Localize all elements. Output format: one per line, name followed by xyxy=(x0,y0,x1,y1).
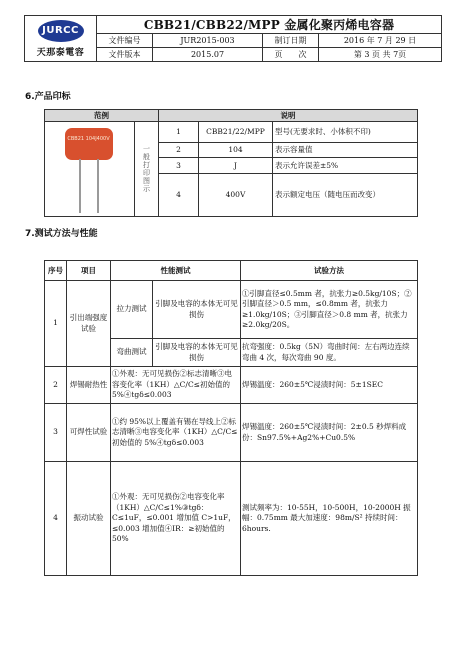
test-col-item: 项目 xyxy=(67,261,111,281)
test-item: 焊锡耐热性 xyxy=(67,367,111,404)
marking-no: 2 xyxy=(159,142,199,157)
doc-number-label: 文件编号 xyxy=(97,34,153,48)
test-method: 测试频率为：10-55H，10-500H，10-2000H 振幅：0.75mm 最大加速度：98m/S² 持续时间：6hours. xyxy=(241,462,418,576)
test-performance: 引脚及电容的本体无可见损伤 xyxy=(153,281,241,339)
version-value: 2015.07 xyxy=(153,48,263,62)
section7-heading: 7.测试方法与性能 xyxy=(25,229,98,239)
test-col-performance: 性能测试 xyxy=(111,261,241,281)
test-no: 4 xyxy=(45,462,67,576)
marking-code: 104 xyxy=(199,142,273,157)
print-note: 一般打印图示 xyxy=(142,145,151,193)
capacitor-body: CBB21 104J400V xyxy=(65,128,113,160)
marking-no: 1 xyxy=(159,122,199,143)
marking-table xyxy=(44,109,418,217)
test-performance: ①外观：无可见损伤②电容变化率（1KH）△C/C≤1%③tgδ：C≤1uF，≤0.001 增加值 C>1uF，≤0.003 增加值④IR：≥初始值的 50% xyxy=(111,462,241,576)
test-performance: ①约 95%以上覆盖有锡在导线上②标志清晰③电容变化率（1KH）△C/C≤初始值的 5%④tgδ≤0.003 xyxy=(111,404,241,462)
marking-code: 400V xyxy=(199,173,273,216)
document-header xyxy=(24,15,442,62)
test-no: 2 xyxy=(45,367,67,404)
test-performance: 引脚及电容的本体无可见损伤 xyxy=(153,339,241,367)
marking-code: J xyxy=(199,158,273,173)
marking-meaning: 表示允许误差±5% xyxy=(273,158,418,173)
company-logo-cell xyxy=(25,16,97,62)
test-performance: ①外观：无可见损伤②标志清晰③电容变化率（1KH）△C/C≤初始值的 5%④tgδ≤0.003 xyxy=(111,367,241,404)
date-value: 2016 年 7 月 29 日 xyxy=(319,34,442,48)
side-note-cell xyxy=(135,122,159,217)
test-method: 焊锡温度：260±5℃浸渍时间：2±0.5 秒焊料成份：Sn97.5%+Ag2%+Cu0.5% xyxy=(241,404,418,462)
test-item: 可焊性试验 xyxy=(67,404,111,462)
capacitor-lead-right xyxy=(97,159,99,213)
date-label: 制订日期 xyxy=(263,34,319,48)
marking-meaning: 表示额定电压（随电压而改变） xyxy=(273,173,418,216)
section6-heading: 6.产品印标 xyxy=(25,92,71,102)
page-value: 第 3 页 共 7页 xyxy=(319,48,442,62)
marking-no: 4 xyxy=(159,173,199,216)
version-label: 文件版本 xyxy=(97,48,153,62)
test-no: 1 xyxy=(45,281,67,367)
test-method: ①引脚直径≤0.5mm 者，抗张力≥0.5kg/10S；②引脚直径＞0.5 mm，≤0.8mm 者，抗张力≥1.0kg/10S；③引脚直径＞0.8 mm 者，抗张力≥2.0kg/20S。 xyxy=(241,281,418,339)
test-subitem: 弯曲测试 xyxy=(111,339,153,367)
marking-code: CBB21/22/MPP xyxy=(199,122,273,143)
capacitor-image-cell xyxy=(45,122,135,217)
doc-number: JUR2015-003 xyxy=(153,34,263,48)
company-logo: JURCC xyxy=(38,20,84,42)
marking-col-desc: 说明 xyxy=(159,110,418,122)
test-subitem: 拉力测试 xyxy=(111,281,153,339)
marking-no: 3 xyxy=(159,158,199,173)
test-method: 抗弯强度：0.5kg（5N）弯曲时间：左右两边连续弯曲 4 次，每次弯曲 90 度。 xyxy=(241,339,418,367)
document-title: CBB21/CBB22/MPP 金属化聚丙烯电容器 xyxy=(97,16,442,34)
test-table xyxy=(44,260,418,576)
marking-col-example: 范例 xyxy=(45,110,159,122)
test-col-no: 序号 xyxy=(45,261,67,281)
test-col-method: 试验方法 xyxy=(241,261,418,281)
company-name: 天那泰電容 xyxy=(36,48,85,58)
marking-meaning: 型号(无要求时、小体积不印) xyxy=(273,122,418,143)
test-no: 3 xyxy=(45,404,67,462)
test-item: 振动试验 xyxy=(67,462,111,576)
capacitor-image xyxy=(57,124,123,214)
page-label: 页 次 xyxy=(263,48,319,62)
test-item: 引出端强度试验 xyxy=(67,281,111,367)
test-method: 焊锡温度：260±5℃浸渍时间：5±1SEC xyxy=(241,367,418,404)
marking-meaning: 表示容量值 xyxy=(273,142,418,157)
capacitor-lead-left xyxy=(79,159,81,213)
